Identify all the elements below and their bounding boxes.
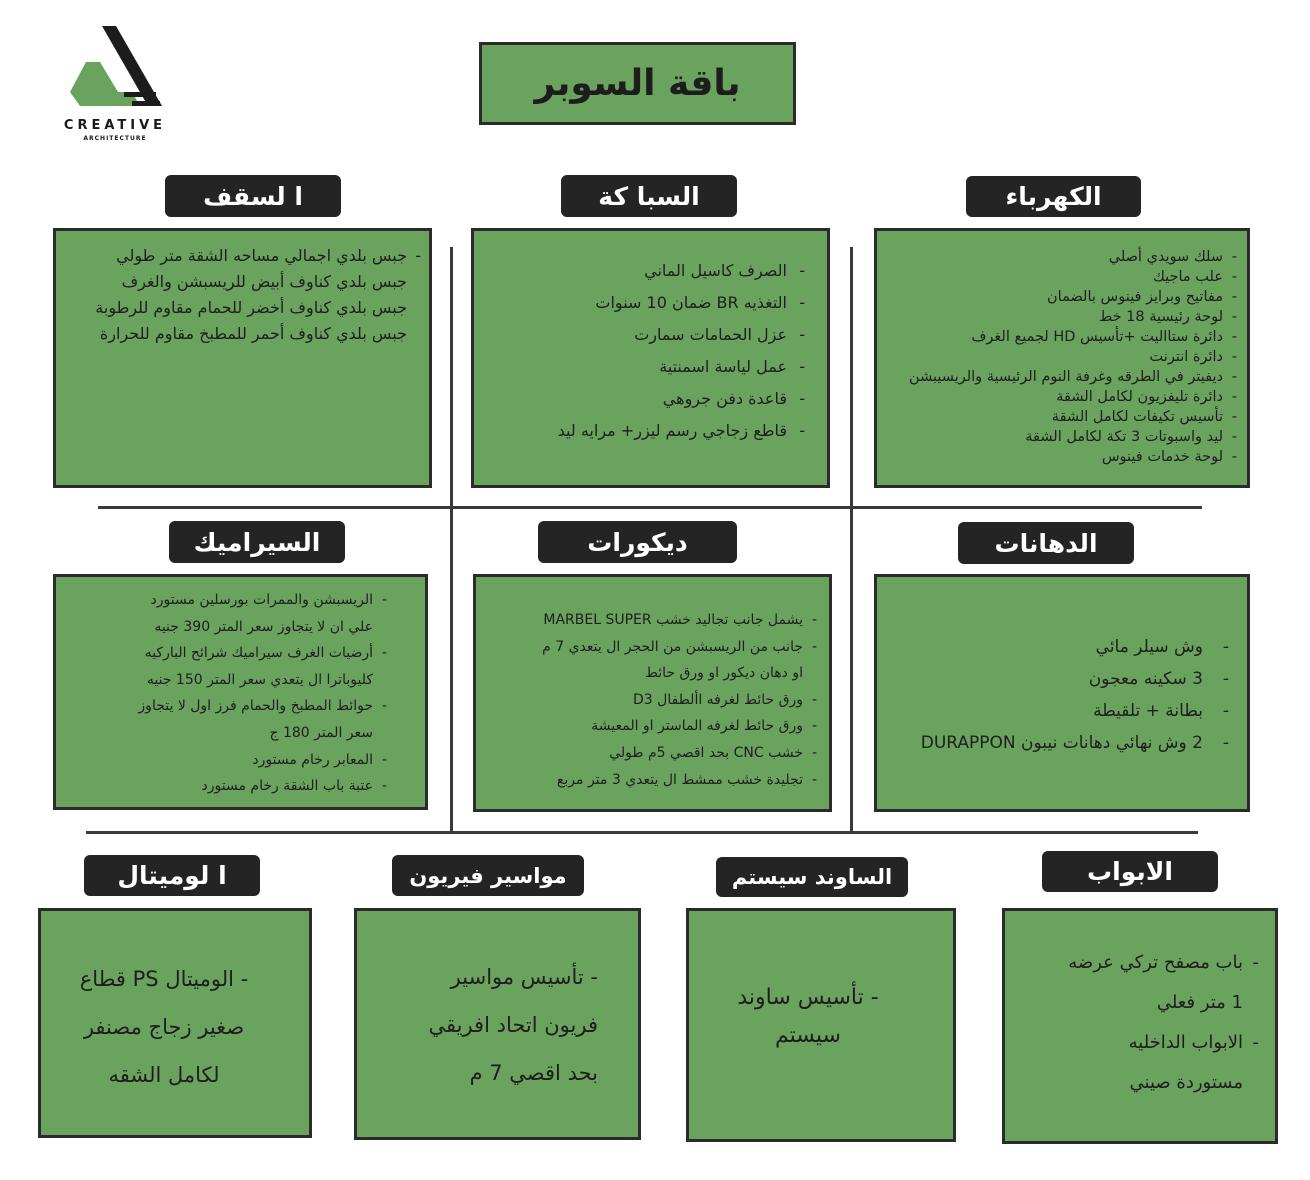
sound-header: الساوند سيستم	[716, 857, 908, 897]
decor-panel	[473, 574, 832, 812]
electric-item: - دائرة انترنت	[883, 347, 1237, 367]
plumbing-item: - قاعدة دفن جروهي	[484, 383, 805, 415]
aluminum-item: لكامل الشقه	[108, 1063, 220, 1087]
divider-horizontal-bottom	[86, 831, 1198, 834]
paints-item: - وش سيلر مائي	[887, 631, 1229, 663]
paints-item: - 2 وش نهائي دهانات نيبون DURAPPON	[887, 727, 1229, 759]
electric-header: الكهرباء	[966, 176, 1141, 217]
page-title-box	[479, 42, 796, 125]
electric-panel	[874, 228, 1250, 488]
pipes-item: - تأسيس مواسير	[450, 965, 598, 989]
pipes-item: فريون اتحاد افريقي	[428, 1013, 598, 1037]
electric-item: - دائرة تليفزيون لكامل الشقة	[883, 387, 1237, 407]
plumbing-panel	[471, 228, 830, 488]
ceramic-item: - عتبة باب الشقة رخام مستورد	[70, 773, 387, 800]
electric-item: - تأسيس تكيفات لكامل الشقة	[883, 407, 1237, 427]
ceramic-panel	[53, 574, 428, 810]
doors-header: الابواب	[1042, 851, 1218, 892]
doors-item: مستوردة صيني	[1129, 1072, 1243, 1093]
electric-item: - دائرة ستااليت +تأسيس HD لجميع الغرف	[883, 327, 1237, 347]
aluminum-list	[49, 955, 279, 1099]
paints-list	[887, 631, 1229, 759]
divider-vertical-left	[450, 247, 453, 832]
ceiling-list	[86, 243, 407, 347]
aluminum-item: صغير زجاج مصنفر	[83, 1015, 245, 1039]
electric-item: - لوحة خدمات فينوس	[883, 447, 1237, 467]
sound-list	[699, 979, 917, 1055]
divider-horizontal-top	[98, 506, 1202, 509]
ceiling-item: جبس بلدي كناوف أحمر للمطبخ مقاوم للحرارة	[99, 324, 407, 343]
sound-item: - تأسيس ساوند	[737, 985, 879, 1010]
ceiling-header: ا لسقف	[165, 175, 341, 217]
plumbing-list	[484, 255, 805, 447]
electric-item: - مفاتيح وبرايز فينوس بالضمان	[883, 287, 1237, 307]
plumbing-item: - قاطع زجاجي رسم ليزر+ مرايه ليد	[484, 415, 805, 447]
decor-item: - ورق حائط لغرفه األطفال D3	[482, 687, 817, 714]
electric-item: - ديفيتر في الطرقه وغرفة النوم الرئيسية والريسيبشن	[883, 367, 1237, 387]
electric-item: - سلك سويدي أصلي	[883, 247, 1237, 267]
electric-item: - لوحة رئيسية 18 خط	[883, 307, 1237, 327]
ceiling-item: جبس بلدي كناوف أخضر للحمام مقاوم للرطوبة	[95, 298, 407, 317]
ceramic-item: - أرضيات الغرف سيراميك شرائح الباركيه	[70, 640, 387, 667]
ceiling-item: جبس بلدي كناوف أبيض للريسبشن والغرف	[121, 272, 407, 291]
page-title: باقة السوبر	[534, 63, 741, 104]
ceramic-item: علي ان لا يتجاوز سعر المتر 390 جنيه	[154, 618, 373, 635]
plumbing-item: - التغذيه BR ضمان 10 سنوات	[484, 287, 805, 319]
decor-item: - ورق حائط لغرفه الماستر او المعيشة	[482, 713, 817, 740]
electric-item: - علب ماجيك	[883, 267, 1237, 287]
ceramic-item: سعر المتر 180 ج	[269, 724, 373, 741]
paints-item: - 3 سكينه معجون	[887, 663, 1229, 695]
decor-item: - جانب من الريسبشن من الحجر ال يتعدي 7 م	[482, 634, 817, 661]
doors-item: - باب مصفح تركي عرضه	[1013, 943, 1243, 983]
plumbing-item: - عزل الحمامات سمارت	[484, 319, 805, 351]
decor-item: او دهان ديكور او ورق حائط	[644, 665, 803, 682]
logo-brand-text: CREATIVE	[63, 118, 167, 133]
company-logo	[40, 22, 190, 147]
aluminum-panel	[38, 908, 312, 1138]
aluminum-header: ا لوميتال	[84, 855, 260, 896]
decor-header: ديكورات	[538, 521, 737, 563]
decor-item: - خشب CNC بحد اقصي 5م طولي	[482, 740, 817, 767]
paints-panel	[874, 574, 1250, 812]
pipes-header: مواسير فيريون	[392, 855, 584, 896]
plumbing-item: - الصرف كاسيل الماني	[484, 255, 805, 287]
ceramic-item: - المعابر رخام مستورد	[70, 747, 387, 774]
sound-panel	[686, 908, 956, 1142]
ceiling-panel	[53, 228, 432, 488]
ceramic-header: السيراميك	[169, 521, 345, 563]
paints-item: - بطانة + تلقيطة	[887, 695, 1229, 727]
sound-item: سيستم	[775, 1023, 841, 1048]
doors-item: 1 متر فعلي	[1156, 992, 1243, 1013]
doors-item: - الابواب الداخليه	[1013, 1023, 1243, 1063]
ceramic-item: - الريسبشن والممرات بورسلين مستورد	[70, 587, 387, 614]
plumbing-item: - عمل لياسة اسمنتية	[484, 351, 805, 383]
ceramic-list	[70, 587, 387, 800]
aluminum-item: - الوميتال PS قطاع	[79, 967, 249, 991]
logo-mark-icon	[40, 22, 190, 118]
decor-item: - تجليدة خشب ممشط ال يتعدي 3 متر مربع	[482, 767, 817, 794]
paints-header: الدهانات	[958, 522, 1134, 564]
doors-panel	[1002, 908, 1278, 1144]
ceramic-item: - حوائط المطبخ والحمام فرز اول لا يتجاوز	[70, 693, 387, 720]
plumbing-header: السبا كة	[561, 175, 737, 217]
ceramic-item: كليوباترا ال يتعدي سعر المتر 150 جنيه	[146, 671, 373, 688]
logo-subtitle-text: ARCHITECTURE	[83, 135, 147, 142]
electric-item: - ليد واسبوتات 3 تكة لكامل الشقة	[883, 427, 1237, 447]
electric-list	[883, 247, 1237, 467]
pipes-list	[367, 953, 598, 1097]
decor-item: - يشمل جانب تجاليد خشب MARBEL SUPER	[482, 607, 817, 634]
divider-vertical-right	[850, 247, 853, 832]
decor-list	[482, 607, 817, 793]
doors-list	[1013, 943, 1243, 1103]
ceiling-item: - جبس بلدي اجمالي مساحه الشقة متر طولي	[86, 243, 407, 269]
pipes-panel	[354, 908, 641, 1140]
pipes-item: بحد اقصي 7 م	[469, 1061, 598, 1085]
